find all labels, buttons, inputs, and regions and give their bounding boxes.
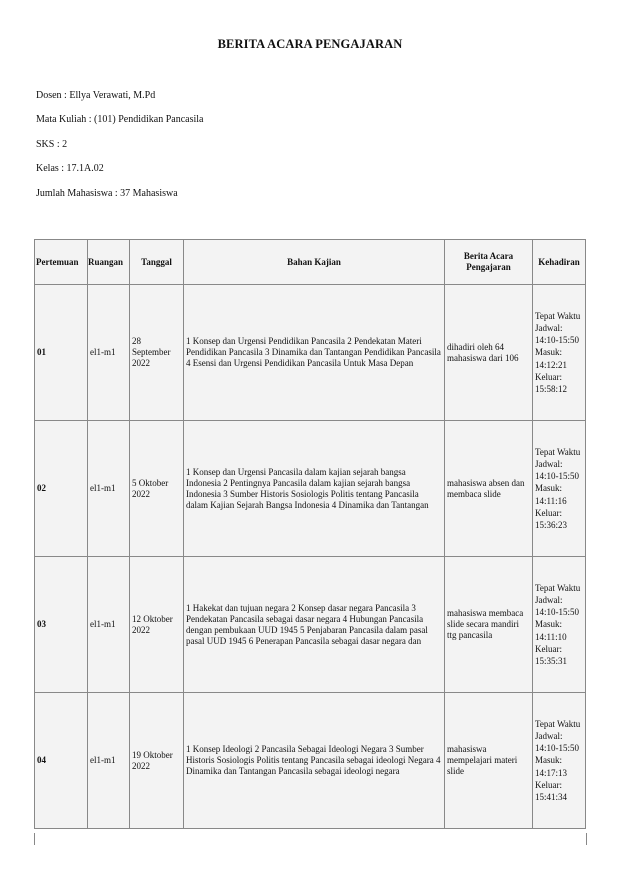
cell-kehadiran: Tepat Waktu Jadwal: 14:10-15:50 Masuk: 14:12:21 Keluar: 15:58:12 — [533, 285, 586, 421]
teaching-record-table — [34, 239, 586, 829]
cell-berita-acara: mahasiswa mempelajari materi slide — [445, 693, 533, 829]
course-info — [36, 89, 203, 211]
cell-ruangan: el1-m1 — [88, 285, 130, 421]
header-berita-acara: Berita Acara Pengajaran — [445, 240, 533, 285]
table-header-row — [35, 240, 586, 285]
document-title: BERITA ACARA PENGAJARAN — [217, 37, 403, 51]
cell-berita-acara: mahasiswa membaca slide secara mandiri ttg pancasila — [445, 557, 533, 693]
cell-ruangan: el1-m1 — [88, 693, 130, 829]
cell-pertemuan: 02 — [35, 421, 88, 557]
class-line: Kelas : 17.1A.02 — [36, 163, 104, 175]
cell-bahan-kajian: 1 Konsep dan Urgensi Pancasila dalam kajian sejarah bangsa Indonesia 2 Pentingnya Pancasila dalam kajian sejarah bangsa Indonesia 3 Sumber Historis Sosiologis Politis tentang Pancasila dalam Kajian Sejarah Bangsa Indonesia 4 Dinamika dan Tantangan — [184, 421, 445, 557]
cell-kehadiran: Tepat Waktu Jadwal: 14:10-15:50 Masuk: 14:11:16 Keluar: 15:36:23 — [533, 421, 586, 557]
table-row — [35, 693, 586, 829]
cell-ruangan: el1-m1 — [88, 421, 130, 557]
header-kehadiran: Kehadiran — [533, 240, 586, 285]
header-tanggal: Tanggal — [130, 240, 184, 285]
cell-kehadiran: Tepat Waktu Jadwal: 14:10-15:50 Masuk: 14:17:13 Keluar: 15:41:34 — [533, 693, 586, 829]
header-ruangan: Ruangan — [88, 240, 130, 285]
credits-line: SKS : 2 — [36, 138, 68, 150]
lecturer-line: Dosen : Ellya Verawati, M.Pd — [36, 90, 156, 101]
cell-bahan-kajian: 1 Hakekat dan tujuan negara 2 Konsep dasar negara Pancasila 3 Pendekatan Pancasila sebagai dasar negara 4 Hubungan Pancasila dengan pembukaan UUD 1945 5 Penjabaran Pancasila dalam pasal pasal UUD 1945 6 Penerapan Pancasila sebagai dasar negara dan — [184, 557, 445, 693]
cell-berita-acara: mahasiswa absen dan membaca slide — [445, 421, 533, 557]
cell-pertemuan: 01 — [35, 285, 88, 421]
cell-tanggal: 5 Oktober 2022 — [130, 421, 184, 557]
students-line: Jumlah Mahasiswa : 37 Mahasiswa — [36, 187, 178, 199]
cell-berita-acara: dihadiri oleh 64 mahasiswa dari 106 — [445, 285, 533, 421]
course-line: Mata Kuliah : (101) Pendidikan Pancasila — [36, 114, 204, 126]
table-continuation — [34, 833, 587, 845]
cell-ruangan: el1-m1 — [88, 557, 130, 693]
cell-bahan-kajian: 1 Konsep dan Urgensi Pendidikan Pancasila 2 Pendekatan Materi Pendidikan Pancasila 3 Dinamika dan Tantangan Pendidikan Pancasila 4 Esensi dan Urgensi Pendidikan Pancasila Untuk Masa Depan — [184, 285, 445, 421]
cell-pertemuan: 04 — [35, 693, 88, 829]
cell-pertemuan: 03 — [35, 557, 88, 693]
cell-bahan-kajian: 1 Konsep Ideologi 2 Pancasila Sebagai Ideologi Negara 3 Sumber Historis Sosiologis Politis tentang Pancasila sebagai ideologi Negara 4 Dinamika dan Tantangan Pancasila sebagai ideologi negara — [184, 693, 445, 829]
header-pertemuan: Pertemuan — [35, 240, 88, 285]
cell-tanggal: 19 Oktober 2022 — [130, 693, 184, 829]
table-row — [35, 285, 586, 421]
header-bahan-kajian: Bahan Kajian — [184, 240, 445, 285]
cell-tanggal: 12 Oktober 2022 — [130, 557, 184, 693]
cell-kehadiran: Tepat Waktu Jadwal: 14:10-15:50 Masuk: 14:11:10 Keluar: 15:35:31 — [533, 557, 586, 693]
cell-tanggal: 28 September 2022 — [130, 285, 184, 421]
table-row — [35, 557, 586, 693]
table-row — [35, 421, 586, 557]
